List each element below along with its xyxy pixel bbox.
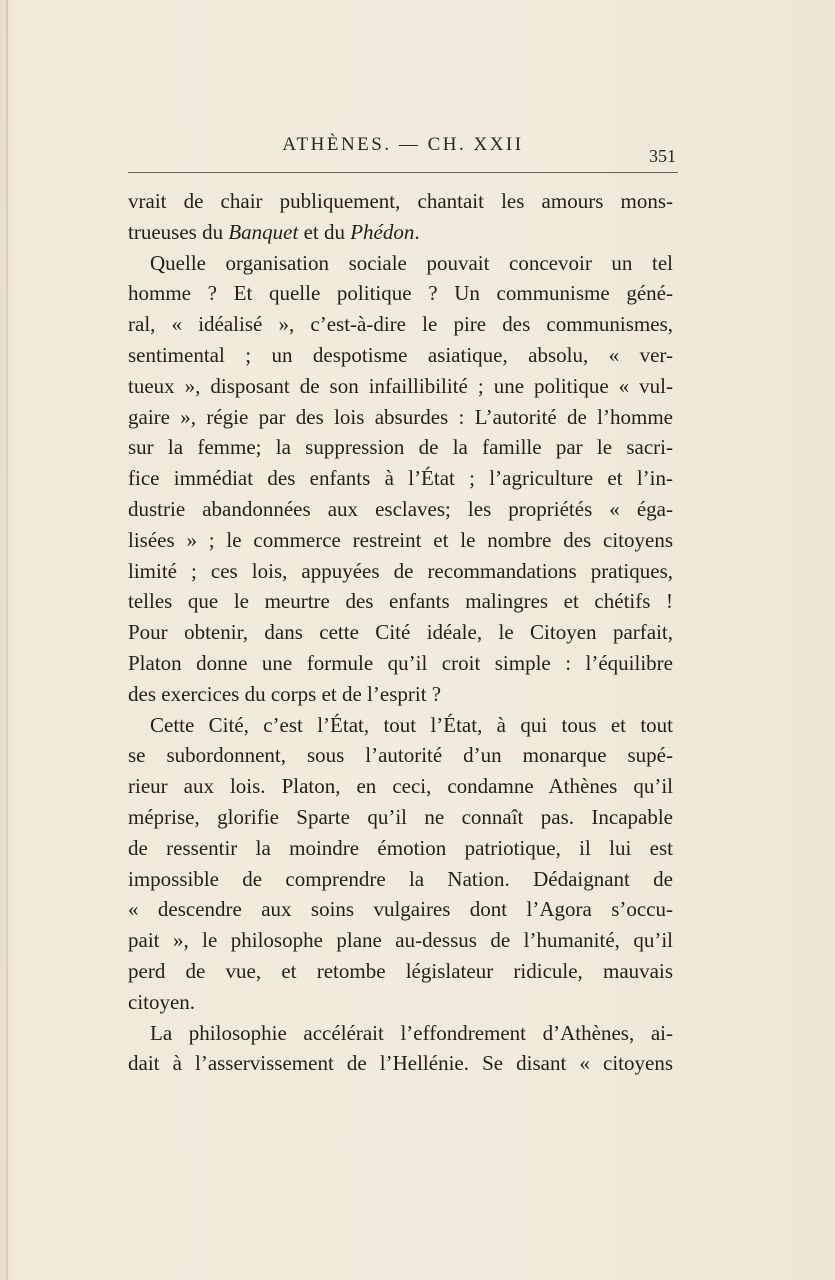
text-segment: dustrie abandonnées aux esclaves; les propriétés « éga- [128,496,673,521]
page-number: 351 [649,146,676,166]
text-line [128,710,673,741]
text-segment: La philosophie accélérait l’effondrement d’Athènes, ai- [150,1020,673,1045]
text-segment: sur la femme; la suppression de la famille par le sacri- [128,435,673,460]
text-line [128,771,673,802]
text-line [128,586,673,617]
paragraph [128,248,673,710]
text-segment: Platon donne une formule qu’il croit simple : l’équilibre [128,650,673,675]
text-segment: homme ? Et quelle politique ? Un communisme géné- [128,281,673,306]
text-line [128,494,673,525]
text-line [128,186,673,217]
text-line [128,463,673,494]
text-segment: trueuses du [128,219,229,244]
text-segment: . [414,219,420,244]
text-line [128,525,673,556]
text-line [128,371,673,402]
text-segment: tueux », disposant de son infaillibilité ; une politique « vul- [128,373,673,398]
running-title: ATHÈNES. — CH. XXII [282,134,524,155]
body-text [128,186,673,1079]
text-line [128,248,673,279]
text-segment: telles que le meurtre des enfants malingres et chétifs ! [128,589,673,614]
text-segment: limité ; ces lois, appuyées de recommandations pratiques, [128,558,673,583]
text-line [128,556,673,587]
text-line [128,648,673,679]
text-line [128,679,673,710]
text-segment: « descendre aux soins vulgaires dont l’Agora s’occu- [128,897,673,922]
text-segment: rieur aux lois. Platon, en ceci, condamne Athènes qu’il [128,774,673,799]
text-segment: vrait de chair publiquement, chantait les amours mons- [128,189,673,213]
text-segment: méprise, glorifie Sparte qu’il ne connaît pas. Incapable [128,804,673,829]
text-line [128,894,673,925]
page-spine-shadow [6,0,8,1280]
italic-title: Phédon [350,219,415,244]
text-line [128,1018,673,1049]
text-segment: Quelle organisation sociale pouvait concevoir un tel [150,250,673,275]
text-line [128,802,673,833]
text-line [128,833,673,864]
text-line [128,432,673,463]
running-header [128,134,678,174]
text-line [128,956,673,987]
text-segment: citoyen. [128,989,196,1014]
text-line [128,987,673,1018]
text-segment: et du [298,219,351,244]
text-line [128,617,673,648]
italic-title: Banquet [228,219,299,244]
text-line [128,278,673,309]
text-segment: gaire », régie par des lois absurdes : L’autorité de l’homme [128,404,673,429]
text-segment: Pour obtenir, dans cette Cité idéale, le Citoyen parfait, [128,620,673,645]
paragraph [128,186,673,248]
text-segment: lisées » ; le commerce restreint et le nombre des citoyens [128,527,673,552]
text-segment: Cette Cité, c’est l’État, tout l’État, à qui tous et tout [150,712,673,737]
text-segment: dait à l’asservissement de l’Hellénie. Se disant « citoyens [128,1051,673,1076]
text-line [128,864,673,895]
text-line [128,309,673,340]
text-segment: perd de vue, et retombe législateur ridicule, mauvais [128,958,673,983]
text-line [128,340,673,371]
paragraph [128,1018,673,1080]
paragraph [128,710,673,1018]
text-line [128,925,673,956]
text-segment: de ressentir la moindre émotion patriotique, il lui est [128,835,673,860]
text-line [128,402,673,433]
text-segment: impossible de comprendre la Nation. Dédaignant de [128,866,673,891]
text-line [128,740,673,771]
text-line [128,1048,673,1079]
text-segment: sentimental ; un despotisme asiatique, absolu, « ver- [128,342,673,367]
header-rule [128,172,678,173]
text-segment: pait », le philosophe plane au-dessus de l’humanité, qu’il [128,928,673,953]
text-segment: fice immédiat des enfants à l’État ; l’agriculture et l’in- [128,466,673,491]
text-segment: ral, « idéalisé », c’est-à-dire le pire des communismes, [128,312,673,337]
text-segment: se subordonnent, sous l’autorité d’un monarque supé- [128,743,673,768]
text-segment: des exercices du corps et de l’esprit ? [128,681,442,706]
text-line [128,217,673,248]
